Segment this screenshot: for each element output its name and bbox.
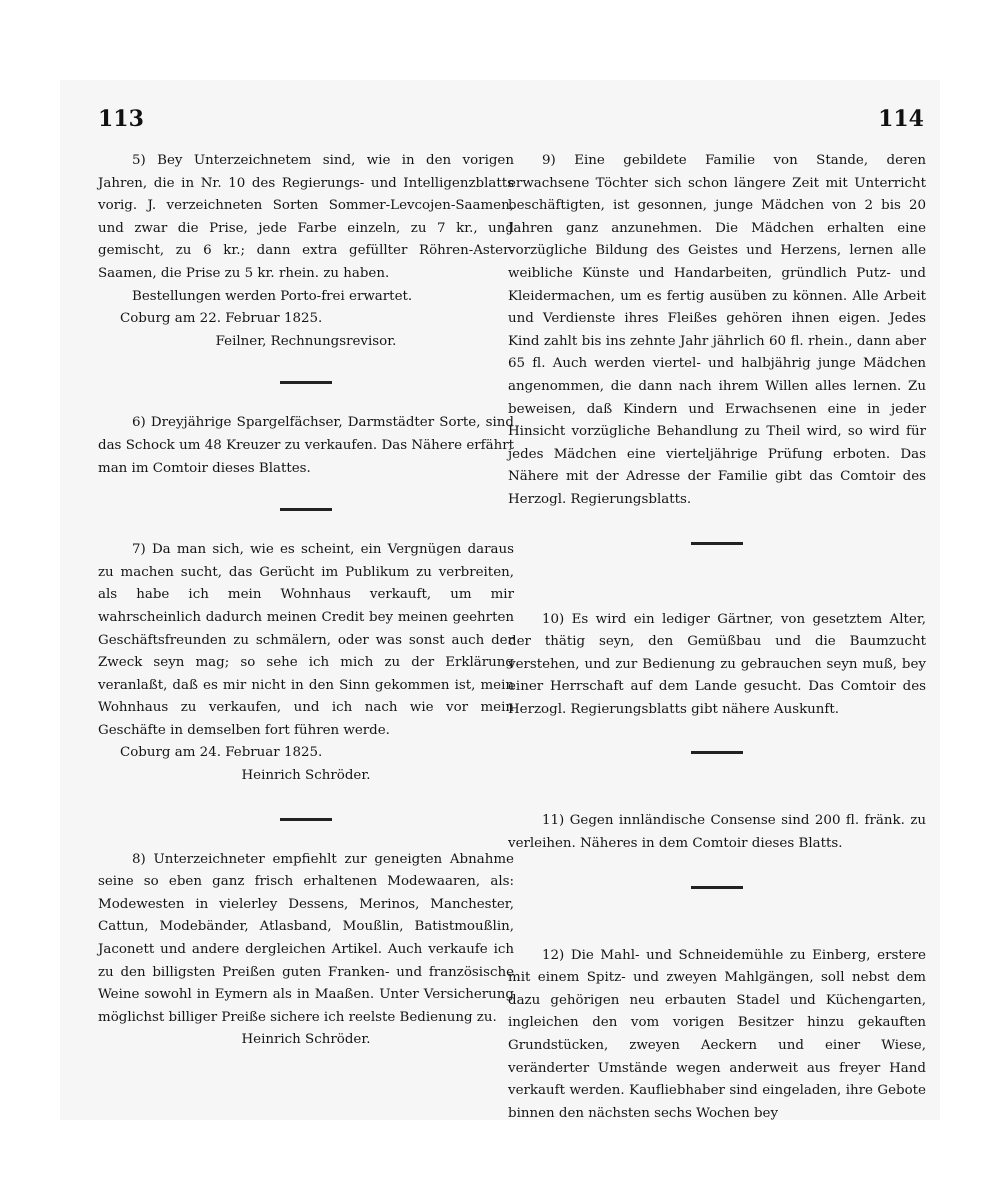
section-divider [691,542,743,549]
notice-5-text: 5) Bey Unterzeichnetem sind, wie in den vorigen Jahren, die in Nr. 10 des Regierungs- und Intelligenzblatts vorig. J. verzeichneten Sorten Sommer-Levcojen-Saamen, und zwar die Prise, jede Farbe einzeln, zu 7 kr., und gemischt, zu 6 kr.; dann extra gefüllter Röhren-Aster-Saamen, die Prise zu 5 kr. rhein. zu haben. [98,153,514,281]
notice-10-text: 10) Es wird ein lediger Gärtner, von gesetztem Alter, der thätig seyn, den Gemüßbau und die Baumzucht verstehen, und zur Bedienung zu gebrauchen seyn muß, bey einer Herrschaft auf dem Lande gesucht. Das Comtoir des Herzogl. Regierungsblatts gibt nähere Auskunft. [508,611,926,717]
notice-7-text: 7) Da man sich, wie es scheint, ein Vergnügen daraus zu machen sucht, das Gerücht im Publikum zu verbreiten, als habe ich mein Wohnhaus verkauft, um mir wahrscheinlich dadurch meinen Credit bey meinen geehrten Geschäftsfreunden zu schmälern, oder was sonst auch der Zweck seyn mag; so sehe ich mich zu der Erklärung veranlaßt, daß es mir nicht in den Sinn gekommen ist, mein Wohnhaus zu verkaufen, und ich nach wie vor mein Geschäfte in demselben fort führen werde. [98,542,514,738]
notice-7-signature: Heinrich Schröder. [241,768,371,784]
notice-5-signature: Feilner, Rechnungsrevisor. [215,333,397,349]
section-divider [280,381,332,388]
notice-8-signature: Heinrich Schröder. [241,1032,371,1048]
notice-5-dateline: Coburg am 22. Februar 1825. [120,311,323,327]
notice-12-text: 12) Die Mahl- und Schneidemühle zu Einberg, erstere mit einem Spitz- und zweyen Mahlgängen, soll nebst dem dazu gehörigen neu erbauten Stadel und Küchengarten, ingleichen den vom vorigen Besitzer hinzu gekauften Grundstücken, zweyen Aeckern und einer Wiese, veränderter Umstände wegen anderweit aus freyer Hand verkauft werden. Kaufliebhaber sind eingeladen, ihre Gebote binnen den nächsten sechs Wochen bey [508,947,926,1120]
notice-7-dateline: Coburg am 24. Februar 1825. [120,745,323,761]
left-column [98,150,514,1052]
notice-9-text: 9) Eine gebildete Familie von Stande, deren erwachsene Töchter sich schon längere Zeit mit Unterricht beschäftigten, ist gesonnen, junge Mädchen von 2 bis 20 Jahren ganz anzunehmen. Die Mädchen erhalten eine vorzügliche Bildung des Geistes und Herzens, lernen alle weibliche Künste und Handarbeiten, gründlich Putz- und Kleidermachen, um es fertig ausüben zu können. Alle Arbeit und Verdienste ihres Fleißes gehören ihnen eigen. Jedes Kind zahlt bis ins zehnte Jahr jährlich 60 fl. rhein., dann aber 65 fl. Auch werden viertel- und halbjährig junge Mädchen angenommen, die dann nach ihrem Willen alles lernen. Zu beweisen, daß Kindern und Erwachsenen eine in jeder Hinsicht vorzügliche Behandlung zu Theil wird, so wird für jedes Mädchen eine vierteljährige Prüfung erboten. Das Nähere mit der Adresse der Familie gibt das Comtoir des Herzogl. Regierungsblatts. [508,153,926,507]
page-number-left: 113 [98,106,144,132]
right-column [508,150,926,1120]
section-divider [691,886,743,893]
notice-5-note: Bestellungen werden Porto-frei erwartet. [132,288,413,304]
page-number-right: 114 [878,106,924,132]
section-divider [691,751,743,758]
notice-6-text: 6) Dreyjährige Spargelfächser, Darmstädter Sorte, sind das Schock um 48 Kreuzer zu verkaufen. Das Nähere erfährt man im Comtoir dieses Blattes. [98,415,514,476]
newspaper-page-spread [60,80,940,1120]
notice-8-text: 8) Unterzeichneter empfiehlt zur geneigten Abnahme seine so eben ganz frisch erhaltenen Modewaaren, als: Modewesten in vielerley Dessens, Merinos, Manchester, Cattun, Modebänder, Atlasband, Moußlin, Batistmoußlin, Jaconett und andere dergleichen Artikel. Auch verkaufe ich zu den billigsten Preißen guten Franken- und französische Weine sowohl in Eymern als in Maaßen. Unter Versicherung möglichst billiger Preiße sichere ich reelste Bedienung zu. [98,851,514,1025]
section-divider [280,818,332,825]
section-divider [280,508,332,515]
notice-11-text: 11) Gegen innländische Consense sind 200 fl. fränk. zu verleihen. Näheres in dem Comtoir dieses Blatts. [508,813,926,852]
